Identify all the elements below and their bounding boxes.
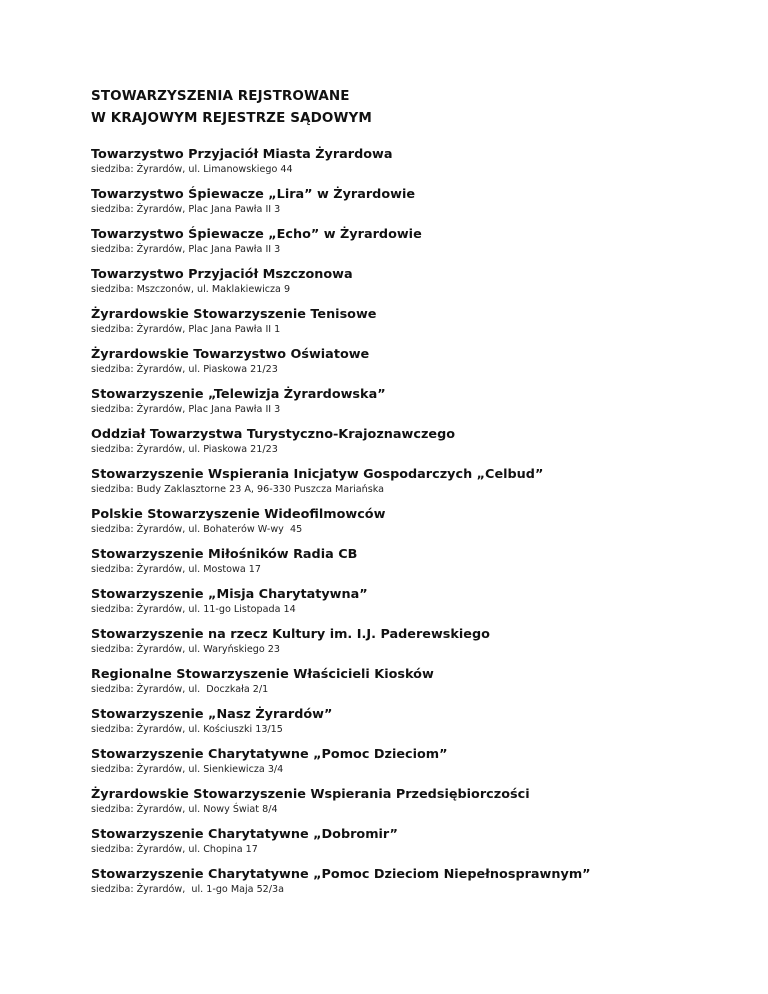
association-address: siedziba: Mszczonów, ul. Maklakiewicza 9 [91,284,291,295]
association-entry [91,146,591,186]
association-entry [91,666,591,706]
document-title-line-1: STOWARZYSZENIA REJSTROWANE [91,88,350,104]
association-address: siedziba: Żyrardów, Plac Jana Pawła II 3 [91,404,281,415]
association-name: Stowarzyszenie „Nasz Żyrardów” [91,707,333,722]
association-name: Żyrardowskie Stowarzyszenie Tenisowe [91,307,377,322]
association-name: Towarzystwo Przyjaciół Mszczonowa [91,267,353,282]
association-address: siedziba: Żyrardów, Plac Jana Pawła II 1 [91,324,281,335]
association-name: Żyrardowskie Towarzystwo Oświatowe [91,347,370,362]
association-name: Stowarzyszenie na rzecz Kultury im. I.J. Paderewskiego [91,627,490,642]
association-address: siedziba: Żyrardów, ul. 1-go Maja 52/3a [91,884,285,895]
association-entry [91,506,591,546]
association-address: siedziba: Budy Zaklasztorne 23 A, 96-330 Puszcza Mariańska [91,484,385,495]
association-address: siedziba: Żyrardów, ul. Piaskowa 21/23 [91,444,278,455]
association-name: Towarzystwo Przyjaciół Miasta Żyrardowa [91,147,393,162]
association-entry [91,586,591,626]
association-name: Żyrardowskie Stowarzyszenie Wspierania Przedsiębiorczości [91,787,530,802]
association-name: Polskie Stowarzyszenie Wideofilmowców [91,507,386,522]
association-list [91,146,591,906]
association-entry [91,186,591,226]
association-entry [91,746,591,786]
association-name: Towarzystwo Śpiewacze „Lira” w Żyrardowie [91,187,416,202]
association-entry [91,346,591,386]
association-address: siedziba: Żyrardów, ul. Kościuszki 13/15 [91,724,283,735]
association-name: Stowarzyszenie „Telewizja Żyrardowska” [91,387,386,402]
association-address: siedziba: Żyrardów, ul. Sienkiewicza 3/4 [91,764,284,775]
association-name: Stowarzyszenie Charytatywne „Pomoc Dzieciom Niepełnosprawnym” [91,867,591,882]
association-name: Oddział Towarzystwa Turystyczno-Krajoznawczego [91,427,456,442]
association-entry [91,306,591,346]
association-address: siedziba: Żyrardów, ul. Limanowskiego 44 [91,164,293,175]
association-address: siedziba: Żyrardów, ul. Nowy Świat 8/4 [91,804,278,815]
association-address: siedziba: Żyrardów, ul. Piaskowa 21/23 [91,364,278,375]
association-address: siedziba: Żyrardów, Plac Jana Pawła II 3 [91,204,281,215]
association-entry [91,826,591,866]
association-address: siedziba: Żyrardów, ul. 11-go Listopada 14 [91,604,296,615]
association-name: Regionalne Stowarzyszenie Właścicieli Kiosków [91,667,434,682]
association-entry [91,626,591,666]
association-name: Stowarzyszenie Charytatywne „Pomoc Dzieciom” [91,747,448,762]
association-name: Stowarzyszenie Wspierania Inicjatyw Gospodarczych „Celbud” [91,467,544,482]
document-title-line-2: W KRAJOWYM REJESTRZE SĄDOWYM [91,110,372,126]
association-name: Towarzystwo Śpiewacze „Echo” w Żyrardowie [91,227,422,242]
association-address: siedziba: Żyrardów, ul. Doczkała 2/1 [91,684,269,695]
association-entry [91,546,591,586]
association-name: Stowarzyszenie „Misja Charytatywna” [91,587,368,602]
association-entry [91,426,591,466]
association-entry [91,866,591,906]
association-name: Stowarzyszenie Charytatywne „Dobromir” [91,827,398,842]
association-name: Stowarzyszenie Miłośników Radia CB [91,547,358,562]
association-address: siedziba: Żyrardów, ul. Bohaterów W-wy 45 [91,524,303,535]
association-entry [91,786,591,826]
association-entry [91,466,591,506]
association-entry [91,706,591,746]
association-entry [91,226,591,266]
association-address: siedziba: Żyrardów, ul. Waryńskiego 23 [91,644,280,655]
association-address: siedziba: Żyrardów, ul. Mostowa 17 [91,564,261,575]
association-entry [91,266,591,306]
association-entry [91,386,591,426]
association-address: siedziba: Żyrardów, Plac Jana Pawła II 3 [91,244,281,255]
association-address: siedziba: Żyrardów, ul. Chopina 17 [91,844,258,855]
